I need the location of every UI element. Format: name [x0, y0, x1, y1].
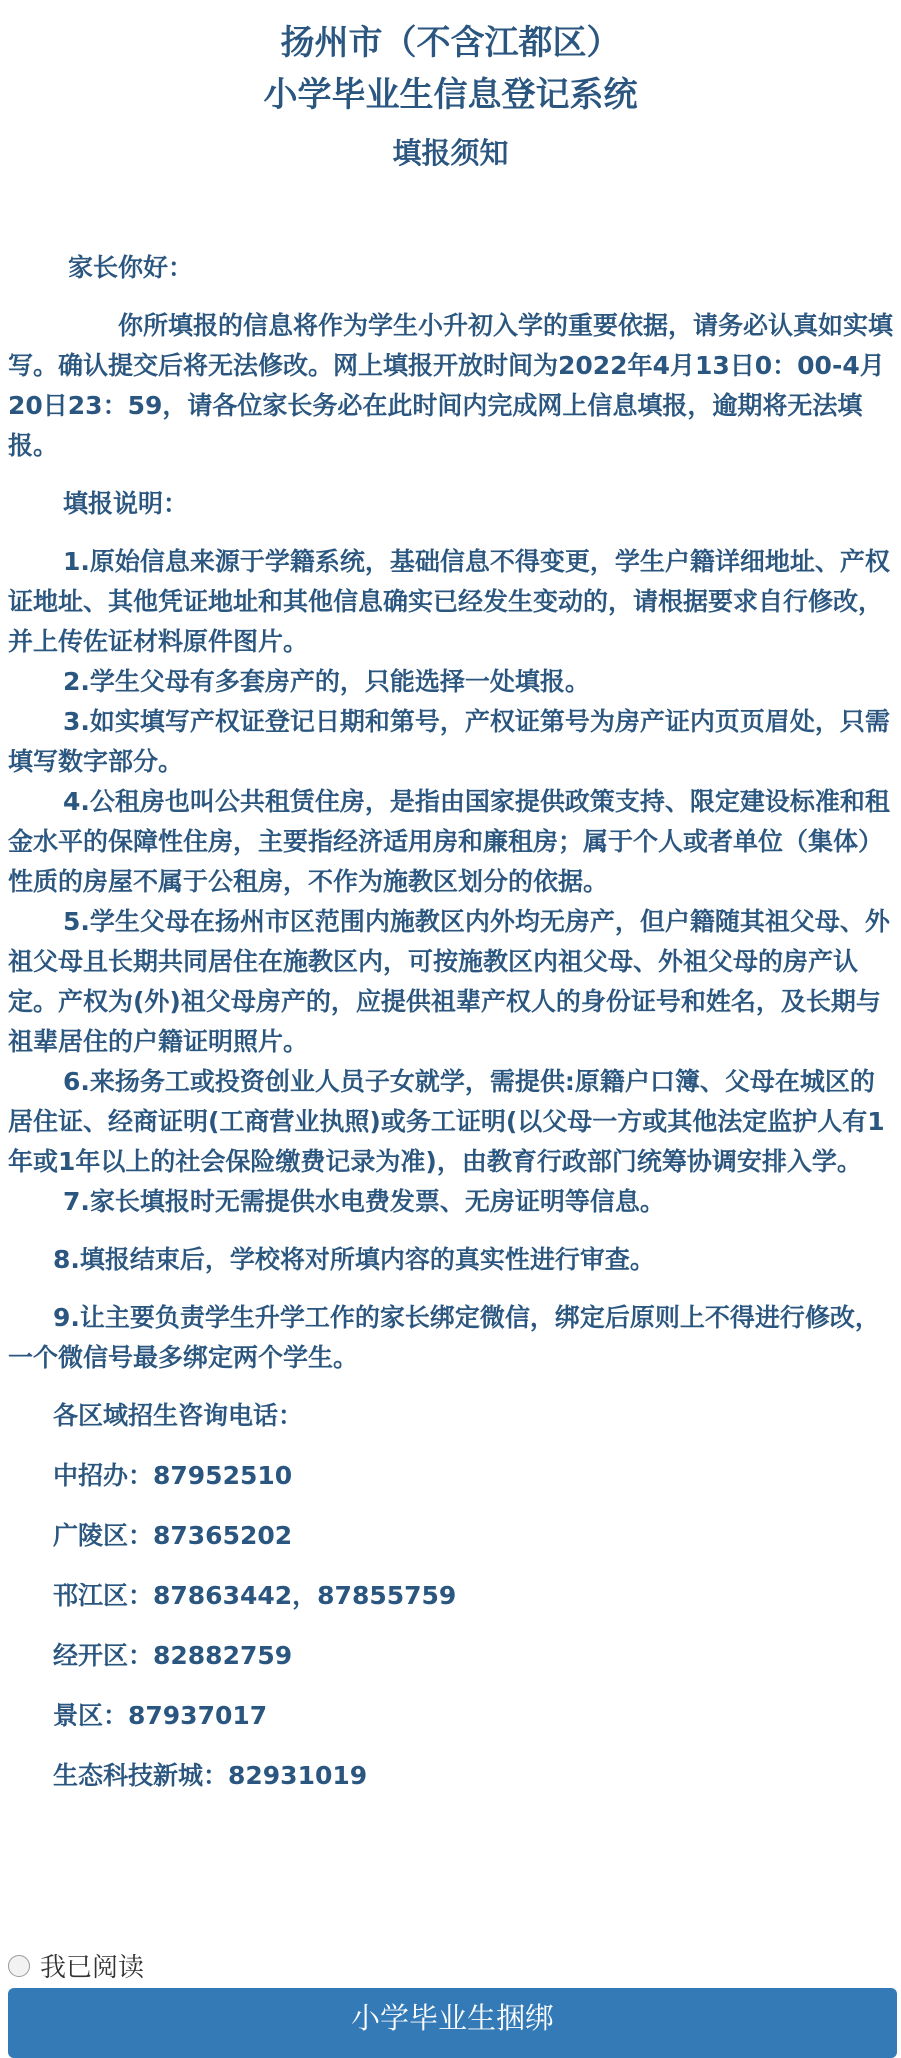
phone-line-jingkai: 经开区：82882759: [53, 1641, 293, 1670]
phone-line-shengtai: 生态科技新城：82931019: [53, 1761, 368, 1790]
section-title: 填报说明：: [63, 489, 189, 518]
phone-line-guangling: 广陵区：87365202: [53, 1521, 293, 1550]
phones-title: 各区域招生咨询电话：: [53, 1401, 304, 1430]
notice-item-8: 8.填报结束后，学校将对所填内容的真实性进行审查。: [53, 1245, 655, 1274]
agree-radio[interactable]: [8, 1955, 30, 1977]
notice-content: [8, 248, 896, 1796]
notice-item-2: 2.学生父母有多套房产的，只能选择一处填报。: [63, 667, 590, 696]
page-title-line1: 扬州市（不含江都区）: [280, 23, 621, 63]
page-title-line2: 小学毕业生信息登记系统: [263, 75, 638, 115]
intro-paragraph: 你所填报的信息将作为学生小升初入学的重要依据，请务必认真如实填写。确认提交后将无法修改。网上填报开放时间为2022年4月13日0：00-4月20日23：59，请各位家长务必在此时间内完成网上信息填报，逾期将无法填报。: [8, 311, 894, 460]
greeting-text: 家长你好：: [68, 253, 194, 282]
notice-item-6: 6.来扬务工或投资创业人员子女就学，需提供:原籍户口簿、父母在城区的居住证、经商证明(工商营业执照)或务工证明(以父母一方或其他法定监护人有1年或1年以上的社会保险缴费记录为准)，由教育行政部门统筹协调安排入学。: [8, 1067, 885, 1176]
phone-line-zhongzhaoban: 中招办：87952510: [53, 1461, 293, 1490]
phone-line-jingqu: 景区：87937017: [53, 1701, 268, 1730]
notice-item-9: 9.让主要负责学生升学工作的家长绑定微信，绑定后原则上不得进行修改，一个微信号最多绑定两个学生。: [8, 1303, 880, 1372]
bind-student-button[interactable]: 小学毕业生捆绑: [8, 1988, 897, 2058]
notice-item-3: 3.如实填写产权证登记日期和第号，产权证第号为房产证内页页眉处，只需填写数字部分。: [8, 707, 890, 776]
notice-item-7: 7.家长填报时无需提供水电费发票、无房证明等信息。: [63, 1187, 665, 1216]
notice-item-1: 1.原始信息来源于学籍系统，基础信息不得变更，学生户籍详细地址、产权证地址、其他凭证地址和其他信息确实已经发生变动的，请根据要求自行修改，并上传佐证材料原件图片。: [8, 547, 890, 656]
agree-label: 我已阅读: [40, 1953, 145, 1983]
page-subtitle: 填报须知: [392, 136, 509, 170]
notice-item-5: 5.学生父母在扬州市区范围内施教区内外均无房产，但户籍随其祖父母、外祖父母且长期共同居住在施教区内，可按施教区内祖父母、外祖父母的房产认定。产权为(外)祖父母房产的，应提供祖辈产权人的身份证号和姓名，及长期与祖辈居住的户籍证明照片。: [8, 907, 890, 1056]
agree-checkbox-row[interactable]: [8, 1947, 144, 1984]
notice-item-4: 4.公租房也叫公共租赁住房，是指由国家提供政策支持、限定建设标准和租金水平的保障性住房，主要指经济适用房和廉租房；属于个人或者单位（集体）性质的房屋不属于公租房，不作为施教区划分的依据。: [8, 787, 890, 896]
phone-line-hanjiang: 邗江区：87863442，87855759: [53, 1581, 457, 1610]
